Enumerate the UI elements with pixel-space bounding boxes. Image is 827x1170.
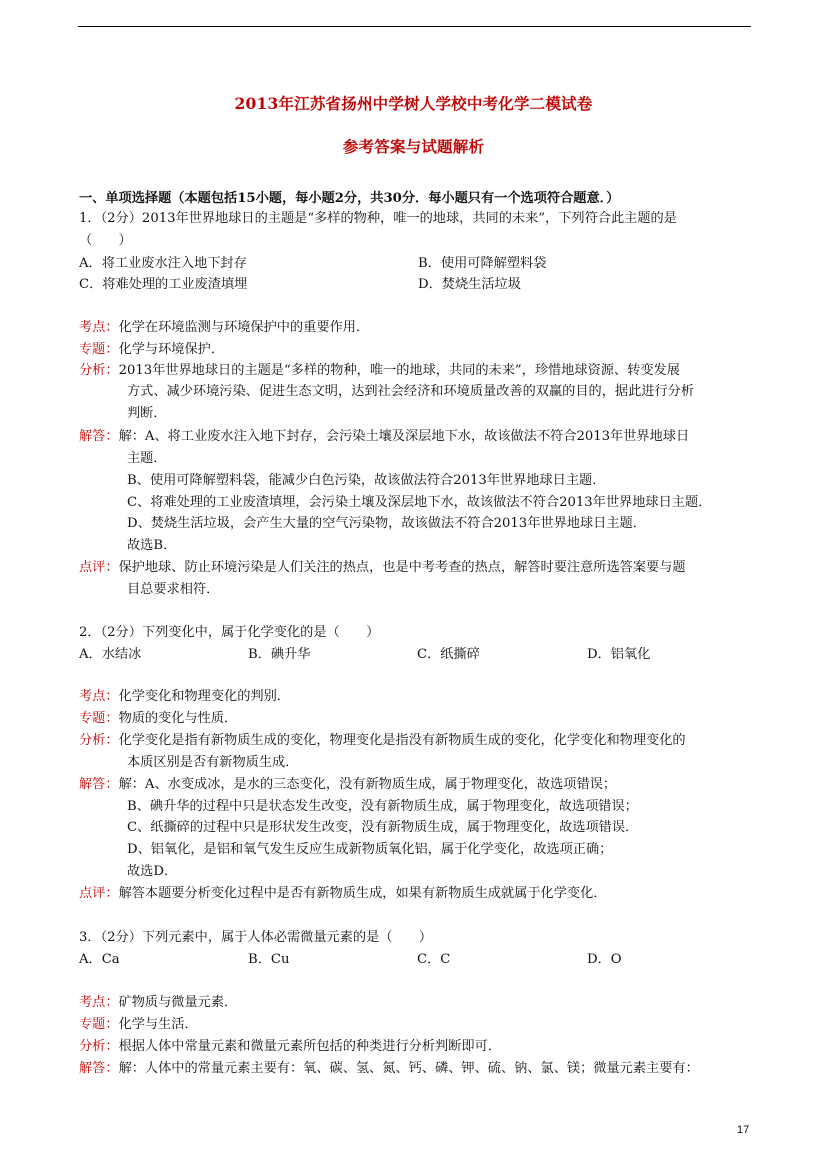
jieda-row — [79, 427, 689, 447]
kaodian-row — [79, 318, 369, 338]
option-b: B．碘升华 — [248, 647, 311, 662]
jieda-row — [79, 775, 616, 795]
jieda-text: 主题． — [127, 451, 167, 466]
kaodian-label: 考点： — [79, 689, 119, 704]
jieda-row — [79, 1059, 699, 1079]
option-c: C．将难处理的工业废渣填埋 — [79, 277, 248, 292]
page-subtitle: 参考答案与试题解析 — [342, 137, 485, 156]
question-stem: 1．（2分）2013年世界地球日的主题是“多样的物种，唯一的地球，共同的未来”，下列符合此主题的是 — [79, 211, 677, 226]
kaodian-label: 考点： — [79, 320, 119, 335]
fenxi-text: 方式、减少环境污染、促进生态文明，达到社会经济和环境质量改善的双赢的目的，据此进行分析 — [127, 384, 695, 399]
question-stem: 2．（2分）下列变化中，属于化学变化的是（ ） — [79, 625, 380, 640]
fenxi-row — [79, 361, 680, 381]
option-a: A．将工业废水注入地下封存 — [79, 256, 247, 271]
kaodian-text: 矿物质与微量元素． — [118, 995, 238, 1010]
page-number: 17 — [737, 1124, 750, 1136]
fenxi-text: 2013年世界地球日的主题是“多样的物种，唯一的地球，共同的未来”，珍惜地球资源、转变发展 — [118, 363, 680, 378]
jieda-text: C、纸撕碎的过程中只是形状发生改变，没有新物质生成，属于物理变化，故选项错误． — [127, 820, 639, 835]
jieda-text: 解：A、水变成冰，是水的三态变化，没有新物质生成，属于物理变化，故选项错误； — [118, 777, 617, 792]
jieda-text: D、焚烧生活垃圾，会产生大量的空气污染物，故该做法不符合2013年世界地球日主题． — [127, 516, 646, 531]
zhuanti-row — [79, 340, 224, 360]
fenxi-row — [79, 1037, 501, 1057]
jieda-text: D、铝氧化，是铝和氧气发生反应生成新物质氧化铝，属于化学变化，故选项正确； — [127, 842, 613, 857]
dianping-text: 目总要求相符． — [127, 582, 220, 597]
zhuanti-label: 专题： — [79, 1017, 119, 1032]
kaodian-text: 化学变化和物理变化的判别． — [118, 689, 290, 704]
kaodian-label: 考点： — [79, 995, 119, 1010]
fenxi-label: 分析： — [79, 733, 119, 748]
fenxi-text: 化学变化是指有新物质生成的变化，物理变化是指没有新物质生成的变化，化学变化和物理变化的 — [118, 733, 686, 748]
kaodian-text: 化学在环境监测与环境保护中的重要作用． — [118, 320, 370, 335]
option-b: B．使用可降解塑料袋 — [418, 256, 547, 271]
jieda-text: C、将难处理的工业废渣填埋，会污染土壤及深层地下水，故该做法不符合2013年世界地球日主题． — [127, 495, 712, 510]
jieda-label: 解答： — [79, 429, 119, 444]
option-a: A．Ca — [79, 952, 120, 967]
option-d: D．铝氧化 — [587, 647, 651, 662]
fenxi-text: 根据人体中常量元素和微量元素所包括的种类进行分析判断即可． — [118, 1039, 501, 1054]
section-heading: 一、单项选择题（本题包括15小题，每小题2分，共30分．每小题只有一个选项符合题意．） — [79, 191, 620, 206]
zhuanti-text: 物质的变化与性质． — [118, 711, 238, 726]
fenxi-row — [79, 731, 686, 751]
jieda-text: 解：人体中的常量元素主要有：氧、碳、氢、氮、钙、磷、钾、硫、钠、氯、镁；微量元素主要有： — [118, 1061, 699, 1076]
fenxi-label: 分析： — [79, 363, 119, 378]
fenxi-label: 分析： — [79, 1039, 119, 1054]
jieda-label: 解答： — [79, 777, 119, 792]
page-title: 2013年江苏省扬州中学树人学校中考化学二模试卷 — [234, 94, 593, 113]
fenxi-text: 判断． — [127, 406, 167, 421]
dianping-text: 解答本题要分析变化过程中是否有新物质生成，如果有新物质生成就属于化学变化． — [118, 886, 607, 901]
question-stem: （ ） — [79, 233, 132, 248]
jieda-label: 解答： — [79, 1061, 119, 1076]
option-b: B．Cu — [248, 952, 290, 967]
header-rule — [78, 26, 751, 27]
jieda-text: B、碘升华的过程中只是状态发生改变，没有新物质生成，属于物理变化，故选项错误； — [127, 799, 638, 814]
dianping-row — [79, 884, 607, 904]
kaodian-row — [79, 993, 237, 1013]
dianping-row — [79, 558, 686, 578]
dianping-label: 点评： — [79, 560, 119, 575]
jieda-text: 故选D． — [127, 864, 178, 879]
zhuanti-row — [79, 1015, 198, 1035]
zhuanti-text: 化学与环境保护． — [118, 342, 225, 357]
zhuanti-text: 化学与生活． — [118, 1017, 198, 1032]
fenxi-text: 本质区别是否有新物质生成． — [127, 755, 299, 770]
zhuanti-label: 专题： — [79, 342, 119, 357]
jieda-text: 故选B． — [127, 538, 177, 553]
question-stem: 3．（2分）下列元素中，属于人体必需微量元素的是（ ） — [79, 930, 433, 945]
option-d: D．O — [587, 952, 622, 967]
zhuanti-label: 专题： — [79, 711, 119, 726]
dianping-label: 点评： — [79, 886, 119, 901]
option-d: D．焚烧生活垃圾 — [418, 277, 521, 292]
option-c: C．纸撕碎 — [417, 647, 480, 662]
kaodian-row — [79, 687, 290, 707]
zhuanti-row — [79, 709, 237, 729]
dianping-text: 保护地球、防止环境污染是人们关注的热点，也是中考考查的热点，解答时要注意所选答案要与题 — [118, 560, 686, 575]
jieda-text: 解：A、将工业废水注入地下封存，会污染土壤及深层地下水，故该做法不符合2013年世界地球日 — [118, 429, 690, 444]
jieda-text: B、使用可降解塑料袋，能减少白色污染，故该做法符合2013年世界地球日主题． — [127, 473, 606, 488]
option-c: C．C — [417, 952, 451, 967]
option-a: A．水结冰 — [79, 647, 142, 662]
